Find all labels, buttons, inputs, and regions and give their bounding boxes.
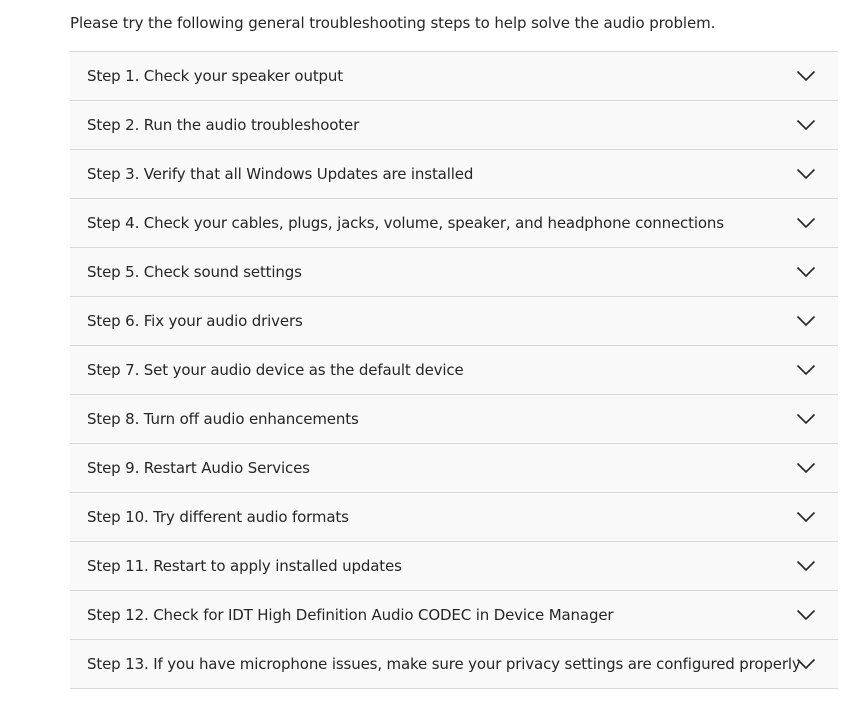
step-11-toggle[interactable]: [70, 542, 838, 591]
chevron-down-icon[interactable]: [796, 462, 816, 474]
chevron-down-icon[interactable]: [796, 70, 816, 82]
chevron-down-icon[interactable]: [796, 511, 816, 523]
troubleshooting-steps-accordion: [70, 51, 838, 689]
chevron-down-icon[interactable]: [796, 119, 816, 131]
chevron-down-icon[interactable]: [796, 168, 816, 180]
step-label: Step 4. Check your cables, plugs, jacks, volume, speaker, and headphone connections: [87, 214, 724, 232]
step-label: Step 5. Check sound settings: [87, 263, 302, 281]
step-label: Step 6. Fix your audio drivers: [87, 312, 303, 330]
step-label: Step 8. Turn off audio enhancements: [87, 410, 359, 428]
step-8-toggle[interactable]: [70, 395, 838, 444]
step-6-toggle[interactable]: [70, 297, 838, 346]
chevron-down-icon[interactable]: [796, 560, 816, 572]
step-12-toggle[interactable]: [70, 591, 838, 640]
chevron-down-icon[interactable]: [796, 217, 816, 229]
step-2-toggle[interactable]: [70, 101, 838, 150]
chevron-down-icon[interactable]: [796, 315, 816, 327]
step-label: Step 1. Check your speaker output: [87, 67, 344, 85]
step-label: Step 10. Try different audio formats: [87, 508, 349, 526]
step-label: Step 11. Restart to apply installed updates: [87, 557, 402, 575]
chevron-down-icon[interactable]: [796, 658, 816, 670]
step-label: Step 2. Run the audio troubleshooter: [87, 116, 360, 134]
step-1-toggle[interactable]: [70, 52, 838, 101]
chevron-down-icon[interactable]: [796, 609, 816, 621]
step-label: Step 7. Set your audio device as the default device: [87, 361, 464, 379]
step-7-toggle[interactable]: [70, 346, 838, 395]
step-3-toggle[interactable]: [70, 150, 838, 199]
step-label: Step 3. Verify that all Windows Updates are installed: [87, 165, 474, 183]
chevron-down-icon[interactable]: [796, 266, 816, 278]
chevron-down-icon[interactable]: [796, 364, 816, 376]
step-label: Step 9. Restart Audio Services: [87, 459, 310, 477]
chevron-down-icon[interactable]: [796, 413, 816, 425]
step-10-toggle[interactable]: [70, 493, 838, 542]
step-label: Step 13. If you have microphone issues, make sure your privacy settings are configured properly: [87, 655, 801, 673]
intro-text: Please try the following general troubleshooting steps to help solve the audio problem.: [70, 14, 716, 32]
step-9-toggle[interactable]: [70, 444, 838, 493]
step-label: Step 12. Check for IDT High Definition Audio CODEC in Device Manager: [87, 606, 614, 624]
step-4-toggle[interactable]: [70, 199, 838, 248]
step-5-toggle[interactable]: [70, 248, 838, 297]
step-13-toggle[interactable]: [70, 640, 838, 689]
